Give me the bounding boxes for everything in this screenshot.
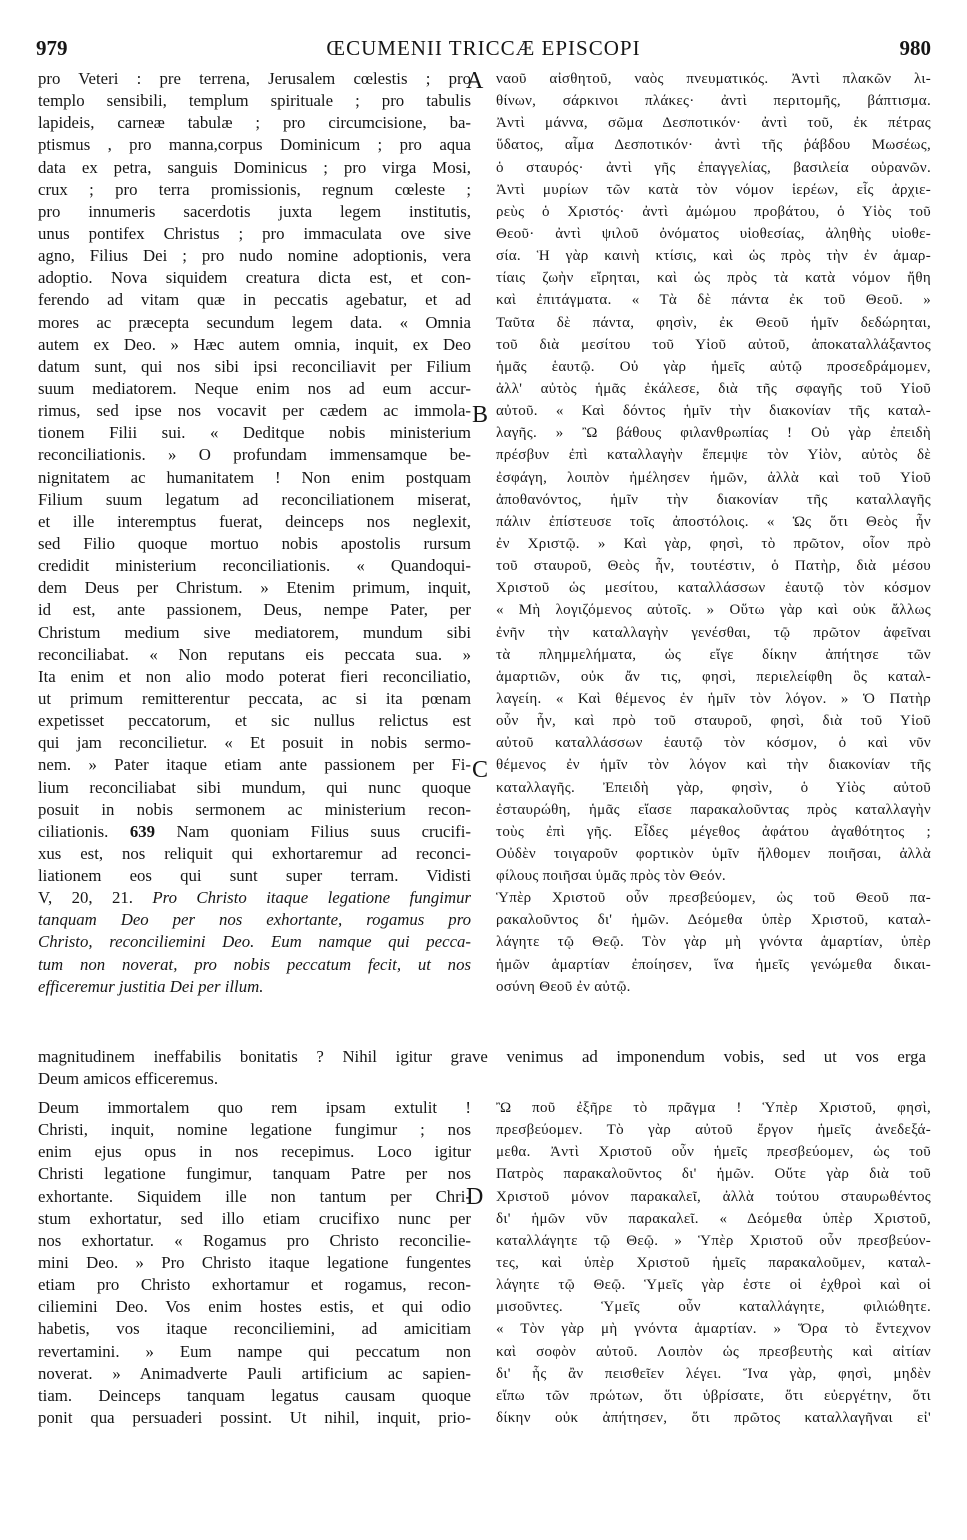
latin-line: Christi, inquit, nomine legatione fungimur ; nos xyxy=(38,1120,471,1140)
latin-line: Ita enim et non alio modo poterat fieri reconciliatio, xyxy=(38,666,471,686)
latin-fragment: ciliationis. xyxy=(38,821,109,841)
column-number: 639 xyxy=(129,821,155,841)
greek-line: δι' ἧς ἂν πεισθεῖεν λέγει. Ἵνα γὰρ, φησὶ, μηδὲν xyxy=(496,1365,931,1382)
latin-scripture-fragment: Pro Christo itaque legatione fungimur xyxy=(152,888,471,908)
greek-line: Χριστοῦ μόνον παρακαλεῖ, ἀλλὰ τούτου σταυρωθέντος xyxy=(496,1188,931,1205)
full-width-line: Deum amicos efficeremus. xyxy=(38,1069,219,1089)
greek-scripture-line: λάγητε τῷ Θεῷ. Τὸν γὰρ μὴ γνόντα ἁμαρτίαν, ὑπὲρ xyxy=(496,934,931,951)
latin-scripture-line: tum non noverat, pro nobis peccatum fecit, ut nos xyxy=(38,954,471,974)
latin-line: ferendo ad vitam quæ in peccatis agebatur, et ad xyxy=(38,290,471,310)
greek-line: πάλιν ἐπίστευσε τοῖς ἀποστόλοις. « Ὡς ὅτι Θεὸς ἦν xyxy=(496,513,931,530)
greek-line: δι' ἡμῶν νῦν παρακαλεῖ. « Δεόμεθα ὑπὲρ Χριστοῦ, xyxy=(496,1210,931,1227)
latin-line: ptismus , pro manna,corpus Dominicum ; pro aqua xyxy=(38,135,471,155)
greek-line: ἐσφάγη, λοιπὸν ἠμέλησεν ἡμῶν, ἀλλὰ καὶ τοῦ Υἱοῦ xyxy=(496,469,931,486)
greek-line: αὐτοῦ καταλλάσσων ἑαυτῷ τὸν κόσμον, ὁ καὶ νῦν xyxy=(496,735,931,752)
greek-line: καὶ σοφὸν αὐτοῦ. Λοιπὸν ὡς πρεσβευτὴς καὶ αἰτίαν xyxy=(496,1343,931,1360)
greek-scripture-line: ρακαλοῦντος δι' ἡμῶν. Δεόμεθα ὑπὲρ Χριστοῦ, καταλ- xyxy=(496,912,931,929)
latin-line: qui jam reconcilietur. « Et posuit in nobis sermo- xyxy=(38,733,471,753)
greek-line: λαγῆς. » Ὢ βάθους φιλανθρωπίας ! Οὐ γὰρ ἐπειδὴ xyxy=(496,425,931,442)
greek-line: καταλλαγῆς. Ἐπειδὴ γὰρ, φησὶν, ὁ Υἱὸς αὐτοῦ xyxy=(496,779,931,796)
greek-line: καὶ ἐπιτάγματα. « Τὰ δὲ πάντα ἐκ τοῦ Θεοῦ. » xyxy=(496,292,931,309)
running-title: ŒCUMENII TRICCÆ EPISCOPI xyxy=(326,36,641,60)
greek-line: αὐτοῦ. « Καὶ δόντος ἡμῖν τὴν διακονίαν τῆς καταλ- xyxy=(496,403,931,420)
latin-line: sed Filio quoque mortuo nobis apostolis rursum xyxy=(38,533,471,553)
latin-line-with-column-number xyxy=(38,821,471,843)
margin-marker-c: C xyxy=(472,757,489,783)
greek-line: ὁ σταυρός· ἀντὶ γῆς ἐπαγγελίας, βασιλεία οὐρανῶν. xyxy=(496,159,931,176)
latin-line: adoptio. Nova siquidem creatura dicta est, et con- xyxy=(38,268,471,288)
greek-line: Ἀντὶ μυρίων τῶν κατὰ τὸν νόμον ἱερέων, εἷς ἀρχιε- xyxy=(496,181,931,198)
latin-line: crux ; pro terra promissionis, regnum cœleste ; xyxy=(38,179,471,199)
greek-line: Θεοῦ· ἀντὶ ψιλοῦ ὀνόματος υἱοθεσίας, ἀληθὴς υἱοθε- xyxy=(496,225,931,242)
verse-reference: V, 20, 21. xyxy=(38,888,133,908)
latin-line: ut primum remitterentur peccata, ac si ita pœnam xyxy=(38,688,471,708)
greek-line: Ἀντὶ μάννα, σῶμα Δεσποτικόν· ἀντὶ τοῦ, ἐκ πέτρας xyxy=(496,115,931,132)
greek-line: πρέσβυν ἐπὶ καταλλαγὴν ἔπεμψε τὸν Υἱὸν, αὐτὸς δὲ xyxy=(496,447,931,464)
latin-line: mores ac præcepta secundum legem data. « Omnia xyxy=(38,312,471,332)
greek-scripture-line: οσύνη Θεοῦ ἐν αὐτῷ. xyxy=(496,978,631,995)
greek-line: μισοῦντες. Ὑμεῖς οὖν καταλλάγητε, φιλιώθητε. xyxy=(496,1299,931,1316)
latin-line: liationem eos qui sunt super terram. Vidisti xyxy=(38,866,471,886)
greek-line: ρεὺς ὁ Χριστός· ἀντὶ ἀμώμου προβάτου, ὁ Υἱὸς τοῦ xyxy=(496,203,931,220)
latin-line: nos exhortatur. « Rogamus pro Christo reconcilie- xyxy=(38,1230,471,1250)
greek-line: δίκην οὐκ ἀπήτησεν, ὅτι πρῶτος καταλλαγῆναι εἰ' xyxy=(496,1409,931,1426)
latin-scripture-line: tanquam Deo per nos exhortante, rogamus pro xyxy=(38,910,471,930)
greek-line: Ὢ ποῦ ἐξῆρε τὸ πρᾶγμα ! Ὑπὲρ Χριστοῦ, φησὶ, xyxy=(496,1100,931,1116)
latin-line: noverat. » Animadverte Pauli artificium ac sapien- xyxy=(38,1363,471,1383)
full-width-line: magnitudinem ineffabilis bonitatis ? Nihil igitur grave venimus ad imponendum vobis, sed ut vos erga xyxy=(38,1047,926,1066)
greek-line: τίαις ζωὴν εἴρηται, καὶ ὡς πρὸς τὰ κατὰ νόμον ἤθη xyxy=(496,270,931,287)
greek-line: οὖν ἦν, καὶ πρὸ τοῦ σταυροῦ, φησὶ, διὰ τοῦ Υἱοῦ xyxy=(496,713,931,730)
greek-line: λαγείη. « Καὶ θέμενος ἐν ἡμῖν τὸν λόγον. » Ὁ Πατὴρ xyxy=(496,690,931,707)
latin-line: stum exhortatur, sed illo etiam crucifixo nunc per xyxy=(38,1208,471,1228)
latin-scripture-line xyxy=(38,887,471,909)
latin-line: mini Deo. » Pro Christo itaque legatione fungentes xyxy=(38,1252,471,1272)
greek-scripture-line: Ὑπὲρ Χριστοῦ οὖν πρεσβεύομεν, ὡς τοῦ Θεοῦ πα- xyxy=(496,890,931,907)
greek-line: Πατρὸς παρακαλοῦντος δι' ἡμῶν. Οὔτε γὰρ διὰ τοῦ xyxy=(496,1166,931,1183)
latin-line: templo sensibili, templum spirituale ; pro tabulis xyxy=(38,91,471,111)
greek-line: φίλους ποιῆσαι ὑμᾶς πρὸς τὸν Θεόν. xyxy=(496,868,726,885)
greek-line: ἐν Χριστῷ. » Καὶ γὰρ, φησὶ, τὸ πρῶτον, οἷον πρὸ xyxy=(496,535,931,552)
greek-line: ἐσταυρώθη, ἡμᾶς εἴασε παρακαλοῦντας πρὸς καταλλαγὴν xyxy=(496,801,931,818)
greek-line: καταλλάγητε τῷ Θεῷ. » Ὑπὲρ Χριστοῦ οὖν πρεσβεύον- xyxy=(496,1232,931,1249)
margin-marker-a: A xyxy=(466,68,484,94)
latin-line: data ex petra, sanguis Dominicus ; pro virga Mosi, xyxy=(38,157,471,177)
latin-line: unus pontifex Christus ; pro immaculata ove sive xyxy=(38,223,471,243)
greek-line: μεθα. Ἀντὶ Χριστοῦ οὖν ἡμεῖς πρεσβεύομεν, ὡς τοῦ xyxy=(496,1144,931,1161)
greek-line: τοὺς ἐπὶ γῆς. Εἶδες μέγεθος ἀφάτου ἀγαθότητος ; xyxy=(496,823,931,840)
latin-line: Deum immortalem quo rem ipsam extulit ! xyxy=(38,1098,471,1117)
latin-line: suum mediatorem. Neque enim nos ad eum accur- xyxy=(38,378,471,398)
greek-scripture-line: ἡμῶν ἁμαρτίαν ἐποίησεν, ἵνα ἡμεῖς γενώμεθα δικαι- xyxy=(496,956,931,973)
greek-line: « Τὸν γὰρ μὴ γνόντα ἁμαρτίαν. » Ὅρα τὸ ἔντεχνον xyxy=(496,1321,931,1338)
latin-column-bottom xyxy=(38,1097,471,1429)
page-number-right: 980 xyxy=(899,36,931,60)
latin-line: pro Veteri : pre terrena, Jerusalem cœlestis ; pro xyxy=(38,69,471,88)
greek-line: ἀποθανόντος, ἡμῖν τὴν διακονίαν τῆς καταλλαγῆς xyxy=(496,491,931,508)
latin-line: xus est, nos reliquit qui exhortaremur ad reconci- xyxy=(38,843,471,863)
greek-line: πρεσβεύομεν. Τὸ γὰρ αὐτοῦ ἔργον ἡμεῖς ἀνεδεξά- xyxy=(496,1122,931,1139)
latin-line: nignitatem ac humanitatem ! Non enim postquam xyxy=(38,467,471,487)
greek-column-top xyxy=(496,68,931,998)
latin-line: habetis, vos itaque reconciliemini, ad amicitiam xyxy=(38,1319,471,1339)
greek-line: ὕδατος, αἷμα Δεσποτικόν· ἀντὶ τῆς ῥάβδου Μωσέως, xyxy=(496,137,931,154)
greek-column-bottom xyxy=(496,1097,931,1429)
greek-line: ἁμαρτιῶν, οὐκ ἄν τις, φησὶ, περιελείφθη ὃς καταλ- xyxy=(496,668,931,685)
latin-line: dem Deus per Christum. » Etenim primum, inquit, xyxy=(38,578,471,598)
margin-marker-b: B xyxy=(472,402,489,428)
greek-line: τες, καὶ ὑπὲρ Χριστοῦ ἡμεῖς παρακαλοῦμεν, καταλ- xyxy=(496,1254,931,1271)
latin-line: Filium suum legatum ad reconciliationem miserat, xyxy=(38,489,471,509)
latin-line: id est, ante passionem, Deus, nempe Pater, per xyxy=(38,600,471,620)
greek-line: θίνων, σάρκινοι πλάκες· ἀντὶ περιτομῆς, βάπτισμα. xyxy=(496,93,931,110)
latin-line: Christi legatione fungimur, tanquam Patre per nos xyxy=(38,1164,471,1184)
greek-line: ἡμᾶς ἑαυτῷ. Οὐ γὰρ ἡμεῖς αὐτῷ προσεδράμομεν, xyxy=(496,358,931,375)
latin-line: enim ejus opus in nos recepimus. Loco igitur xyxy=(38,1142,471,1162)
latin-line: lapideis, carneæ tabulæ ; pro circumcisione, ba- xyxy=(38,113,471,133)
greek-line: λάγητε τῷ Θεῷ. Ὑμεῖς γὰρ ἐστε οἱ ἐχθροὶ καὶ οἱ xyxy=(496,1277,931,1294)
latin-column-top xyxy=(38,68,471,998)
latin-line: et ille interemptus fuerat, deinceps nos neglexit, xyxy=(38,511,471,531)
latin-line: autem ex Deo. » Hæc autem omnia, inquit, ex Deo xyxy=(38,334,471,354)
greek-line: θέμενος ἐν ἡμῖν τὸν λόγον καὶ τὴν διακονίαν τῆς xyxy=(496,757,931,774)
latin-line: lium reconciliabat sibi mundum, qui nunc quoque xyxy=(38,777,471,797)
latin-line: tiam. Deinceps tanquam legatus causam quoque xyxy=(38,1385,471,1405)
greek-line: Ταῦτα δὲ πάντα, φησὶν, ἐκ Θεοῦ ἡμῖν δεδώρηται, xyxy=(496,314,931,331)
latin-scripture-line: Christo, reconciliemini Deo. Eum namque qui pecca- xyxy=(38,932,471,952)
greek-line: « Μὴ λογιζόμενος αὐτοῖς. » Οὕτω γὰρ καὶ οὐκ ἄλλως xyxy=(496,602,931,619)
greek-line: Χριστοῦ ὡς μεσίτου, καταλλάσσων ἑαυτῷ τὸν κόσμον xyxy=(496,580,931,597)
latin-line: reconciliabat. « Non reputans eis peccata sua. » xyxy=(38,644,471,664)
greek-line: τοῦ σταυροῦ, Θεὸς ἦν, τουτέστιν, ὁ Πατὴρ, διὰ μέσου xyxy=(496,558,931,575)
latin-line: etiam pro Christo exhortamur et rogamus, recon- xyxy=(38,1275,471,1295)
latin-line: reconciliationis. » O profundam immensamque be- xyxy=(38,445,471,465)
latin-line: ponit qua persuaderi possint. Ut nihil, inquit, prio- xyxy=(38,1407,471,1427)
latin-line: exhortante. Siquidem ille non tantum per Chri- xyxy=(38,1186,471,1206)
latin-line: pro innumeris sacerdotis juxta legem institutis, xyxy=(38,201,471,221)
latin-line: datum sunt, qui nos sibi ipsi reconciliavit per Filium xyxy=(38,356,471,376)
latin-line: nem. » Pater itaque etiam ante passionem per Fi- xyxy=(38,755,471,775)
latin-line: posuit in nobis sermonem ac ministerium recon- xyxy=(38,799,471,819)
latin-scripture-line: efficeremur justitia Dei per illum. xyxy=(38,976,264,996)
greek-line: Οὐδὲν τοιγαροῦν φορτικὸν ὑμῖν ἤλθομεν ποιῆσαι, ἀλλὰ xyxy=(496,845,931,862)
full-width-text xyxy=(38,1046,926,1090)
latin-line: tionem Filii sui. « Deditque nobis ministerium xyxy=(38,423,471,443)
latin-line: rimus, sed ipse nos vocavit per cædem ac immola- xyxy=(38,401,471,421)
greek-line: τοῦ διὰ μεσίτου τοῦ Υἱοῦ αὐτοῦ, ἀποκαταλλάξαντος xyxy=(496,336,931,353)
latin-line: ciliemini Deo. Vos enim hostes estis, et qui odio xyxy=(38,1297,471,1317)
latin-line: Christum medium sive mediatorem, mundum sibi xyxy=(38,622,471,642)
margin-marker-d: D xyxy=(466,1184,484,1210)
running-header xyxy=(36,36,931,66)
greek-line: ἀλλ' αὐτὸς ἡμᾶς ἐκάλεσε, διὰ τῆς σφαγῆς τοῦ Υἱοῦ xyxy=(496,380,931,397)
page-number-left: 979 xyxy=(36,36,68,60)
greek-line: τὰ πλημμελήματα, ὡς εἴγε δίκην ἀπήτησε τῶν xyxy=(496,646,931,663)
latin-line: agno, Filius Dei ; pro nudo nomine adoptionis, vera xyxy=(38,246,471,266)
greek-line: ἐνῆν τὴν καταλλαγὴν γενέσθαι, τῷ πρῶτον ἀφεῖναι xyxy=(496,624,931,641)
latin-line: credidit ministerium reconciliationis. « Quandoqui- xyxy=(38,556,471,576)
latin-line: revertamini. » Eum nampe qui peccatum non xyxy=(38,1341,471,1361)
latin-fragment: Nam quoniam Filius suus crucifi- xyxy=(176,821,471,841)
latin-line: expetisset peccatorum, et sic nullus relictus est xyxy=(38,711,471,731)
greek-line: σία. Ἡ γὰρ καινὴ κτίσις, καὶ ὡς πρὸς τὴν ἐν ἁμαρ- xyxy=(496,248,931,265)
greek-line: εἴπω τῶν πρώτων, ὅτι ὑβρίσατε, ὅτι εὐεργέτην, ὅτι xyxy=(496,1387,931,1404)
greek-line: ναοῦ αἰσθητοῦ, ναὸς πνευματικός. Ἀντὶ πλακῶν λι- xyxy=(496,71,931,87)
